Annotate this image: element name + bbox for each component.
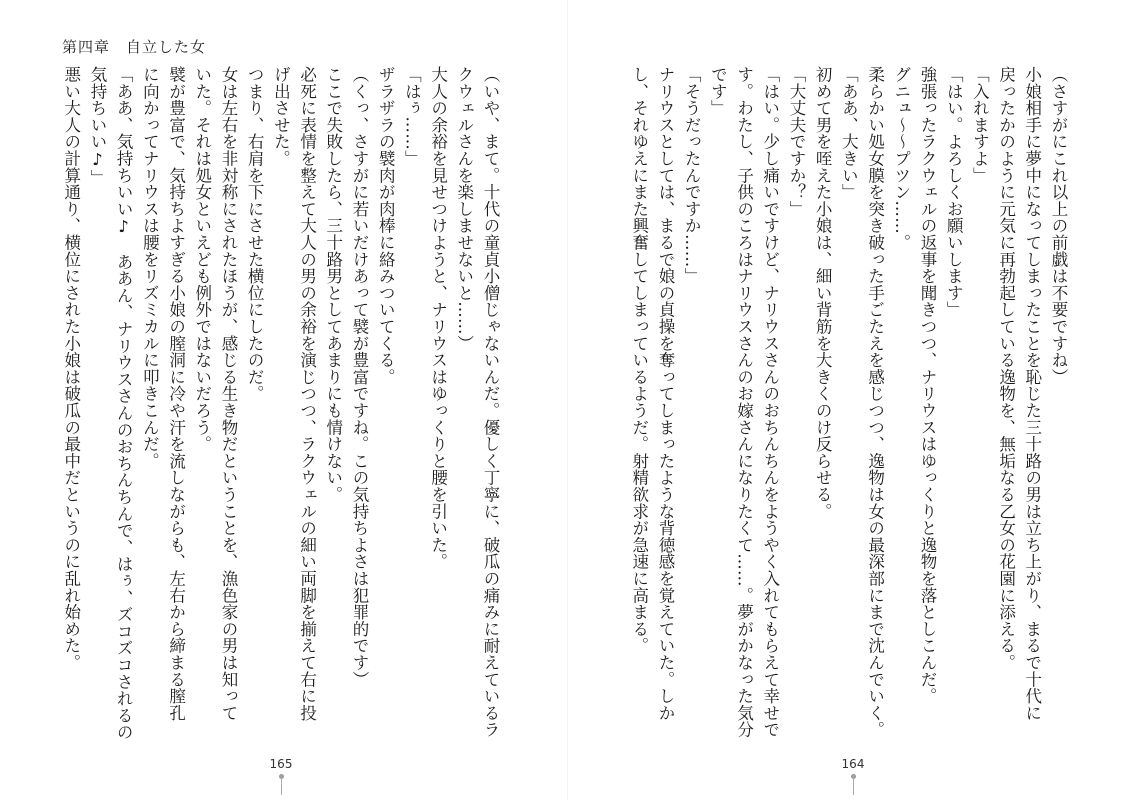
right-page-number: 164 [841,757,865,771]
text-line: 悪い大人の計算通り、横位にされた小娘は破瓜の最中だというのに乱れ始めた。 [61,66,81,671]
text-line: す。わたし、子供のころはナリウスさんのお嫁さんになりたくて……。夢がかなった気分 [734,66,754,738]
text-line: げ出させた。 [271,66,291,167]
left-page [0,0,567,800]
text-line: 「大丈夫ですか？」 [786,66,806,218]
text-line: ザラザラの襞肉が肉棒に絡みついてくる。 [376,66,396,386]
text-line: 「ああ、気持ちいい♪ ああん、ナリウスさんのおちんちんで、はぅ、ズコズコされるの [114,66,134,741]
text-line: つまり、右肩を下にさせた横位にしたのだ。 [245,66,265,402]
text-line: いた。それは処女といえども例外ではないだろう。 [192,66,212,453]
text-line: クウェルさんを楽しませないと……） [454,66,474,352]
text-line: グニュ～～プツン……。 [891,66,911,251]
text-line: 柔らかい処女膜を突き破った手ごたえを感じつつ、逸物は女の最深部にまで沈んでいく。 [865,66,885,738]
text-line: 「そうだったんですか……」 [682,66,702,285]
text-line: 小娘相手に夢中になってしまったことを恥じた三十路の男は立ち上がり、まるで十代に [1022,66,1042,722]
text-line: 戻ったかのように元気に再勃起している逸物を、無垢なる乙女の花園に添える。 [996,66,1016,671]
left-page-number: 165 [269,757,293,771]
text-line: 女は左右を非対称にされたほうが、感じる生き物だということを、漁色家の男は知って [218,66,238,722]
text-line: 「はい。少し痛いですけど、ナリウスさんのおちんちんをようやく入れてもらえて幸せで [760,66,780,738]
text-line: 初めて男を咥えた小娘は、細い背筋を大きくのけ反らせる。 [813,66,833,520]
text-line: です」 [708,66,728,117]
text-line: 襞が豊富で、気持ちよすぎる小娘の膣洞に冷や汗を流しながらも、左右から締まる膣孔 [166,66,186,722]
text-line: 「はぅ……」 [402,66,422,167]
running-head-chapter-title: 第四章 自立した女 [62,38,207,56]
text-line: 必死に表情を整えて大人の男の余裕を演じつつ、ラクウェルの細い両脚を揃えて右に投 [297,66,317,722]
text-line: 「入れますよ」 [970,66,990,184]
text-line: 「はい。よろしくお願いします」 [944,66,964,318]
text-line: 大人の余裕を見せつけようと、ナリウスはゆっくりと腰を引いた。 [428,66,448,570]
text-line: し、それゆえにまた興奮してしまっているようだ。射精欲求が急速に高まる。 [629,66,649,654]
text-line: （いや、まて。十代の童貞小僧じゃないんだ。優しく丁寧に、破瓜の痛みに耐えているラ [481,66,500,738]
left-page-body-text [61,66,503,741]
text-line: ナリウスとしては、まるで娘の貞操を奪ってしまったような背徳感を覚えていた。しか [655,66,675,722]
right-page-body-text [629,66,1071,738]
text-line: 気持ちいい♪」 [87,66,107,187]
text-line: 「ああ、大きい」 [839,66,859,201]
right-page-marker-line [853,775,854,795]
text-line: ここで失敗したら、三十路男としてあまりにも情けない。 [323,66,343,503]
text-line: に向かってナリウスは腰をリズミカルに叩きこんだ。 [140,66,160,470]
text-line: （さすがにこれ以上の前戯は不要ですね） [1049,66,1068,386]
text-line: 強張ったラクウェルの返事を聞きつつ、ナリウスはゆっくりと逸物を落としこんだ。 [917,66,937,705]
right-page [568,0,1135,800]
text-line: （くっ、さすがに若いだけあって襞が豊富ですね。この気持ちよさは犯罪的です） [349,66,369,688]
left-page-marker-line [281,775,282,795]
